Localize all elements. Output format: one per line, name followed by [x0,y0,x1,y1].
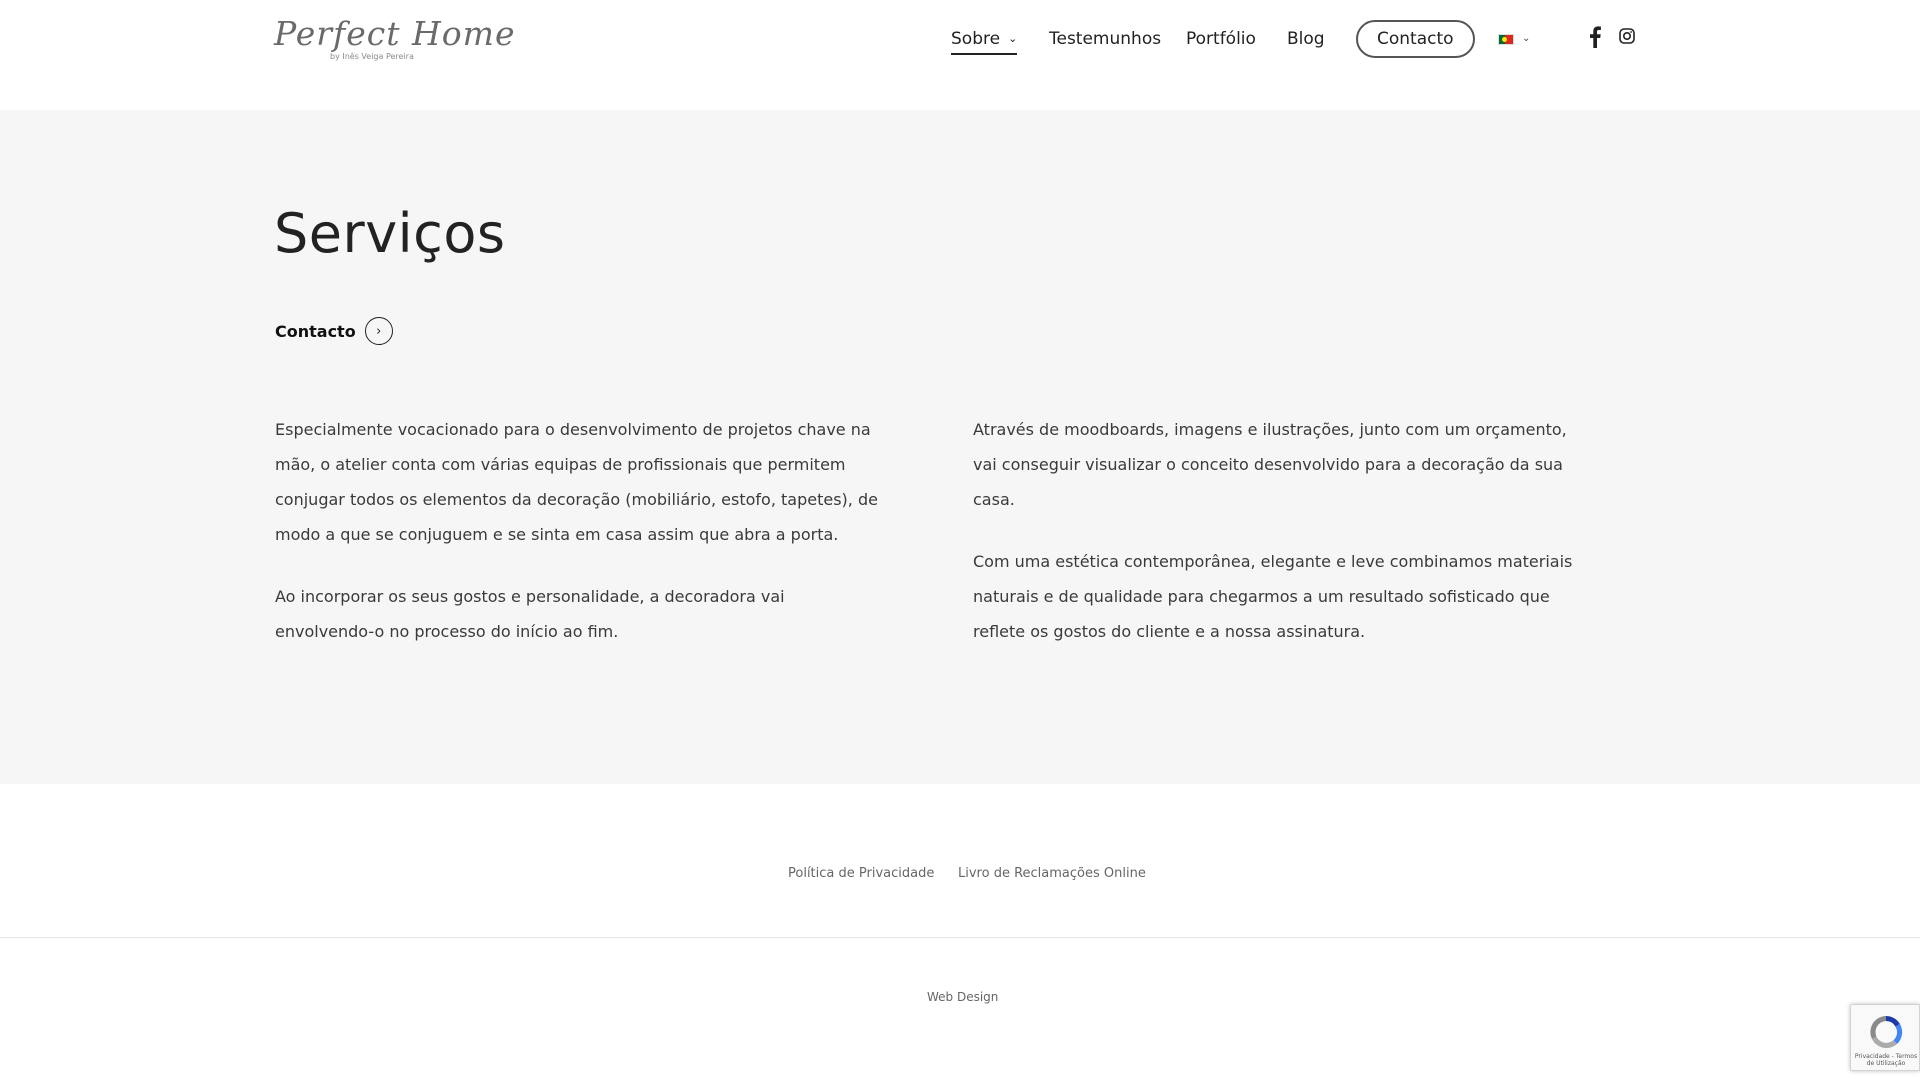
active-underline [951,53,1017,55]
web-design-link[interactable]: Web Design [927,990,999,1004]
footer-link-complaints[interactable]: Livro de Reclamações Online [958,866,1146,881]
services-section [0,110,1920,784]
paragraph: Ao incorporar os seus gostos e personalidade, a decoradora vai envolvendo-o no processo do início ao fim. [275,587,785,641]
language-switcher[interactable] [1498,28,1530,50]
paragraph: Com uma estética contemporânea, elegante e leve combinamos materiais naturais e de qualidade para chegarmos a um resultado sofisticado que reflete os gostos do cliente e a nossa assinatura. [973,552,1573,641]
site-header [0,0,1920,110]
chevron-right-icon: › [365,317,393,345]
recaptcha-icon [1867,1013,1905,1051]
text-column-right [973,412,1583,676]
instagram-icon[interactable] [1619,28,1635,44]
chevron-down-icon: ⌄ [1522,33,1531,44]
paragraph: Através de moodboards, imagens e ilustrações, junto com um orçamento, vai conseguir visualizar o conceito desenvolvido para a decoração da sua casa. [973,420,1567,509]
nav-item-blog[interactable]: Blog [1287,29,1325,49]
logo-script: Perfect Home [274,14,516,53]
facebook-icon[interactable] [1588,26,1602,48]
chevron-down-icon: ⌄ [1008,32,1018,45]
portugal-flag-icon [1498,34,1514,45]
nav-item-portfolio[interactable]: Portfólio [1186,29,1256,49]
footer-links [0,784,1920,938]
text-column-left [275,412,885,676]
logo-subtitle: by Inês Veiga Pereira [330,52,414,61]
paragraph: Especialmente vocacionado para o desenvolvimento de projetos chave na mão, o atelier conta com várias equipas de profissionais que permitem conjugar todos os elementos da decoração (mobiliário, estofo, tapetes), de modo a que se conjuguem e se sinta em casa assim que abra a porta. [275,420,878,544]
site-logo[interactable] [274,14,516,66]
nav-item-sobre[interactable] [951,20,1017,58]
contact-link-label: Contacto [275,321,356,341]
nav-item-testemunhos[interactable]: Testemunhos [1049,29,1162,49]
contact-link[interactable] [275,317,393,345]
nav-contact-button[interactable]: Contacto [1356,20,1475,58]
recaptcha-badge[interactable] [1850,1004,1920,1071]
recaptcha-text: Privacidade - Termos de Utilização [1854,1053,1918,1067]
footer-link-privacy[interactable]: Política de Privacidade [788,866,935,881]
nav-item-sobre-label: Sobre [951,29,1001,49]
footer-bottom [0,938,1920,1079]
page-title: Serviços [274,202,506,265]
